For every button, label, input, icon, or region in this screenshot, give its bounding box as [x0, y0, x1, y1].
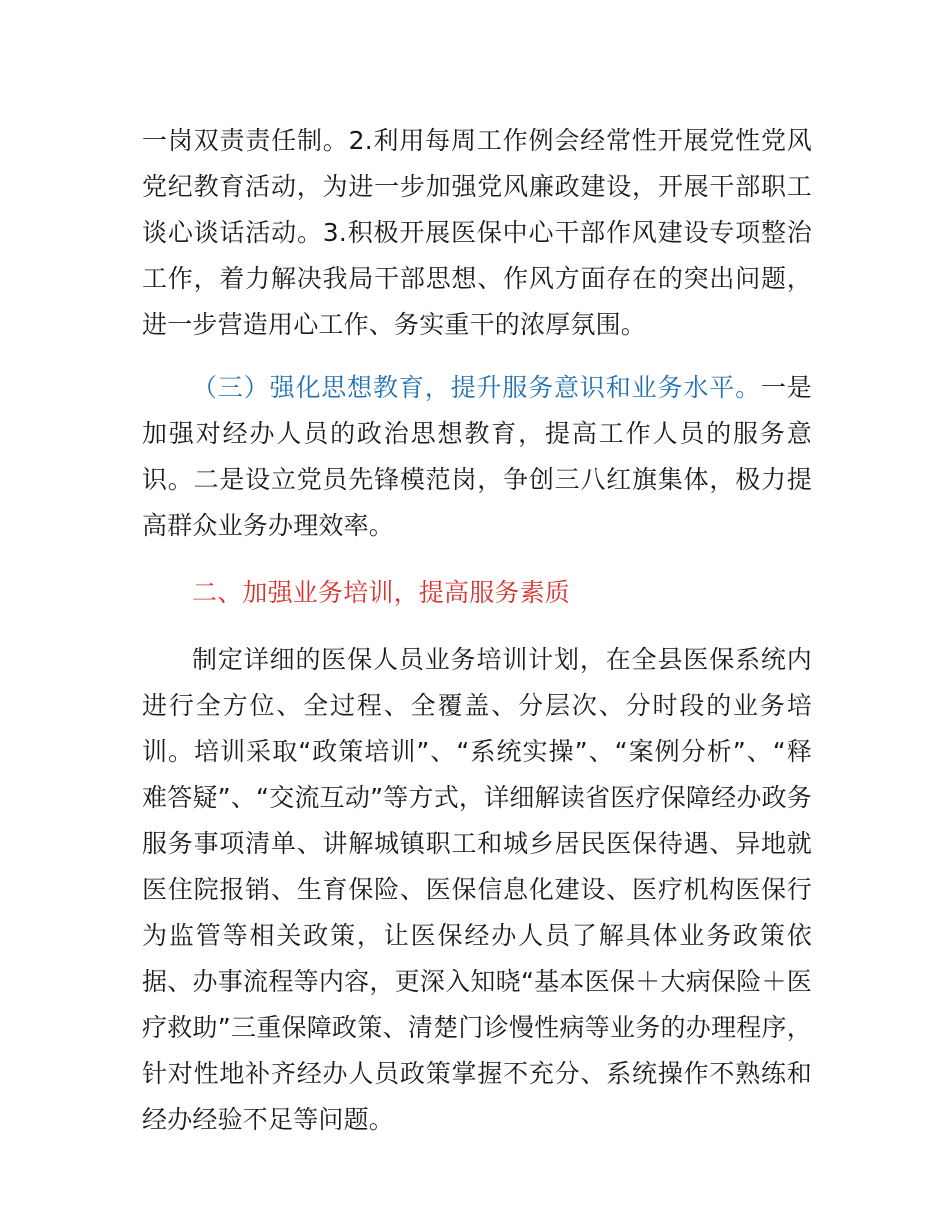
section-heading-business-training: 二、加强业务培训，提高服务素质 — [192, 578, 571, 607]
paragraph-ideological-education-body: 一是加强对经办人员的政治思想教育，提高工作人员的服务意识。二是设立党员先锋模范岗，争创三八红旗集体，极力提高群众业务办理效率。 — [142, 373, 812, 540]
paragraph-business-training: 制定详细的医保人员业务培训计划，在全县医保系统内进行全方位、全过程、全覆盖、分层次、分时段的业务培训。培训采取“政策培训”、“系统实操”、“案例分析”、“释难答疑”、“交流互动”等方式，详细解读省医疗保障经办政务服务事项清单、讲解城镇职工和城乡居民医保待遇、异地就医住院报销、生育保险、医保信息化建设、医疗机构医保行为监管等相关政策，让医保经办人员了解具体业务政策依据、办事流程等内容，更深入知晓“基本医保＋大病保险＋医疗救助”三重保障政策、清楚门诊慢性病等业务的办理程序，针对性地补齐经办人员政策掌握不充分、系统操作不熟练和经办经验不足等问题。 — [142, 645, 812, 1134]
paragraph-party-building: 一岗双责责任制。2.利用每周工作例会经常性开展党性党风党纪教育活动，为进一步加强党风廉政建设，开展干部职工谈心谈话活动。3.积极开展医保中心干部作风建设专项整治工作，着力解决我局干部思想、作风方面存在的突出问题，进一步营造用心工作、务实重干的浓厚氛围。 — [142, 126, 812, 339]
document-page — [142, 118, 812, 1143]
paragraph-ideological-education — [142, 365, 812, 549]
subheading-ideological-education: （三）强化思想教育，提升服务意识和业务水平。 — [192, 373, 761, 402]
